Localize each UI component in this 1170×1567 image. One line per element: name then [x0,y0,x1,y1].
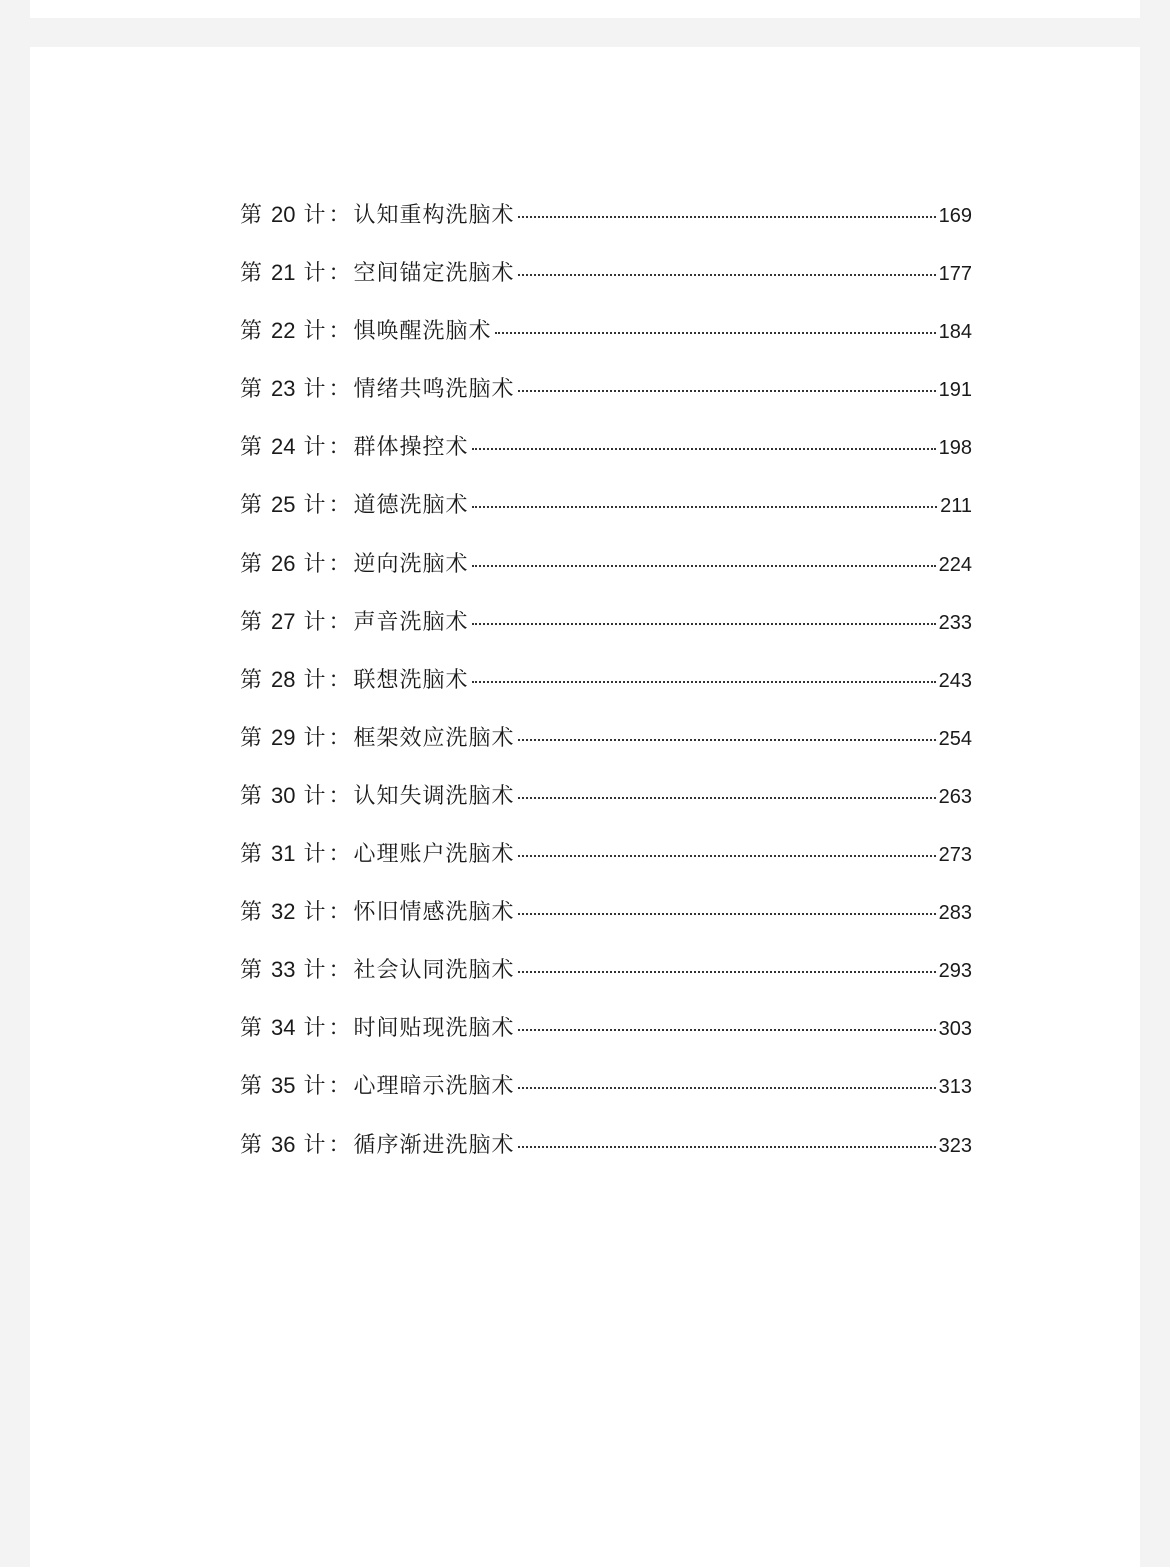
toc-entry[interactable] [240,1128,972,1186]
toc-entry-colon: ： [328,1074,352,1100]
toc-entry-label [240,895,515,926]
toc-entry-number: 32 [271,899,296,925]
toc-entry-unit: 计 [303,377,327,403]
toc-entry-colon: ： [328,609,352,635]
toc-entry-title: 空间锚定洗脑术 [353,261,515,287]
toc-entry-colon: ： [328,493,352,519]
toc-entry-unit: 计 [303,958,327,984]
toc-entry-label [240,1011,515,1042]
toc-entry-title: 逆向洗脑术 [353,551,469,577]
toc-entry-title: 惧唤醒洗脑术 [353,319,492,345]
toc-entry-unit: 计 [303,842,327,868]
toc-entry-title: 声音洗脑术 [353,609,469,635]
toc-entry-prefix: 第 [240,1074,264,1100]
toc-entry-page: 191 [938,379,972,402]
toc-entry-colon: ： [328,203,352,228]
dot-leader [495,332,936,334]
toc-entry-title: 心理账户洗脑术 [353,842,515,868]
toc-entry-colon: ： [328,958,352,984]
toc-entry-number: 36 [271,1131,296,1157]
toc-entry-prefix: 第 [240,783,264,809]
toc-entry-number: 29 [271,724,296,750]
dot-leader [518,971,936,973]
toc-entry[interactable] [240,430,972,488]
toc-entry-colon: ： [328,261,352,287]
toc-entry[interactable] [240,721,972,779]
toc-entry-page: 323 [938,1134,972,1157]
dot-leader [518,1029,936,1031]
dot-leader [518,739,936,741]
toc-entry-title: 道德洗脑术 [353,493,469,519]
toc-entry[interactable] [240,1069,972,1127]
toc-entry-colon: ： [328,1132,352,1158]
toc-entry-number: 22 [271,318,296,344]
toc-entry-label [240,547,469,578]
toc-entry-title: 社会认同洗脑术 [353,958,515,984]
toc-entry-unit: 计 [303,900,327,926]
toc-entry-page: 169 [938,205,972,227]
dot-leader [518,390,936,392]
toc-entry-title: 认知失调洗脑术 [353,783,515,809]
toc-entry-page: 283 [938,902,972,925]
toc-entry-unit: 计 [303,783,327,809]
toc-entry-number: 28 [271,666,296,692]
toc-entry[interactable] [240,314,972,372]
toc-entry[interactable] [240,837,972,895]
toc-entry-number: 21 [271,260,296,286]
toc-entry-unit: 计 [303,261,327,287]
toc-entry-number: 25 [271,492,296,518]
dot-leader [518,913,936,915]
toc-entry-label [240,430,469,461]
toc-entry[interactable] [240,547,972,605]
toc-entry-colon: ： [328,725,352,751]
dot-leader [518,274,936,276]
toc-entry-unit: 计 [303,203,327,228]
toc-entry-prefix: 第 [240,493,264,519]
toc-entry-colon: ： [328,667,352,693]
dot-leader [472,506,938,508]
toc-entry[interactable] [240,256,972,314]
toc-entry-unit: 计 [303,319,327,345]
toc-entry-prefix: 第 [240,203,264,228]
dot-leader [472,681,936,683]
toc-entry-title: 联想洗脑术 [353,667,469,693]
toc-entry-number: 33 [271,957,296,983]
toc-entry-prefix: 第 [240,377,264,403]
toc-entry-number: 34 [271,1015,296,1041]
toc-entry-title: 框架效应洗脑术 [353,725,515,751]
dot-leader [472,448,936,450]
toc-entry-label [240,721,515,752]
toc-entry-prefix: 第 [240,958,264,984]
toc-entry-page: 184 [938,321,972,344]
toc-entry-page: 263 [938,785,972,808]
toc-entry-title: 心理暗示洗脑术 [353,1074,515,1100]
toc-entry-prefix: 第 [240,551,264,577]
toc-entry-number: 26 [271,550,296,576]
toc-entry-number: 31 [271,841,296,867]
toc-entry-number: 23 [271,376,296,402]
toc-entry-prefix: 第 [240,1132,264,1158]
toc-entry-page: 224 [938,553,972,576]
toc-entry-number: 24 [271,434,296,460]
toc-entry-unit: 计 [303,493,327,519]
toc-entry-prefix: 第 [240,261,264,287]
toc-entry-prefix: 第 [240,319,264,345]
toc-entry-page: 303 [938,1018,972,1041]
toc-entry-colon: ： [328,783,352,809]
toc-entry-colon: ： [328,319,352,345]
toc-entry-label [240,1069,515,1100]
toc-entry-label [240,605,469,636]
toc-entry-unit: 计 [303,551,327,577]
toc-entry-prefix: 第 [240,1016,264,1042]
toc-entry[interactable] [240,605,972,663]
toc-entry-label [240,663,469,694]
toc-entry-label [240,779,515,810]
toc-entry-label [240,953,515,984]
toc-entry-colon: ： [328,377,352,403]
toc-entry[interactable] [240,198,972,256]
toc-entry-unit: 计 [303,1132,327,1158]
toc-entry-unit: 计 [303,725,327,751]
toc-entry-unit: 计 [303,1074,327,1100]
toc-entry[interactable] [240,895,972,953]
toc-entry-prefix: 第 [240,667,264,693]
dot-leader [472,565,936,567]
toc-entry-label [240,256,515,287]
toc-entry-prefix: 第 [240,435,264,461]
toc-entry-page: 243 [938,669,972,692]
toc-entry-colon: ： [328,842,352,868]
toc-entry-label [240,198,515,229]
toc-entry-page: 273 [938,844,972,867]
toc-entry[interactable] [240,953,972,1011]
toc-entry-number: 27 [271,608,296,634]
dot-leader [518,1146,936,1148]
toc-entry[interactable] [240,488,972,546]
toc-entry-label [240,1128,515,1159]
dot-leader [518,797,936,799]
toc-entry[interactable] [240,372,972,430]
toc-entry-prefix: 第 [240,609,264,635]
toc-entry-unit: 计 [303,435,327,461]
toc-entry-number: 35 [271,1073,296,1099]
toc-entry-title: 情绪共鸣洗脑术 [353,377,515,403]
toc-entry-number: 20 [271,202,296,227]
toc-entry-prefix: 第 [240,725,264,751]
toc-entry-page: 293 [938,960,972,983]
toc-entry-number: 30 [271,782,296,808]
toc-entry-page: 198 [938,437,972,460]
toc-entry-unit: 计 [303,1016,327,1042]
toc-entry[interactable] [240,663,972,721]
toc-entry-label [240,488,469,519]
toc-entry-page: 233 [938,611,972,634]
toc-entry-unit: 计 [303,609,327,635]
toc-entry-title: 循序渐进洗脑术 [353,1132,515,1158]
toc-entry-colon: ： [328,1016,352,1042]
toc-entry-page: 211 [940,495,972,518]
dot-leader [518,216,936,218]
toc-entry-unit: 计 [303,667,327,693]
toc-entry-title: 时间贴现洗脑术 [353,1016,515,1042]
toc-entry[interactable] [240,779,972,837]
toc-entry[interactable] [240,1011,972,1069]
table-of-contents [240,187,972,1186]
toc-entry-colon: ： [328,900,352,926]
toc-entry-title: 怀旧情感洗脑术 [353,900,515,926]
toc-entry-page: 313 [938,1076,972,1099]
dot-leader [518,1087,936,1089]
dot-leader [472,623,936,625]
toc-entry-colon: ： [328,551,352,577]
toc-entry-title: 群体操控术 [353,435,469,461]
toc-entry-page: 254 [938,727,972,750]
toc-entry-page: 177 [938,263,972,286]
toc-entry-label [240,372,515,403]
toc-entry-colon: ： [328,435,352,461]
dot-leader [518,855,936,857]
toc-entry-label [240,314,492,345]
toc-entry-prefix: 第 [240,842,264,868]
document-page [30,47,1140,1567]
toc-entry-prefix: 第 [240,900,264,926]
previous-page-edge [30,0,1140,18]
toc-entry-label [240,837,515,868]
toc-entry-title: 认知重构洗脑术 [353,203,515,228]
